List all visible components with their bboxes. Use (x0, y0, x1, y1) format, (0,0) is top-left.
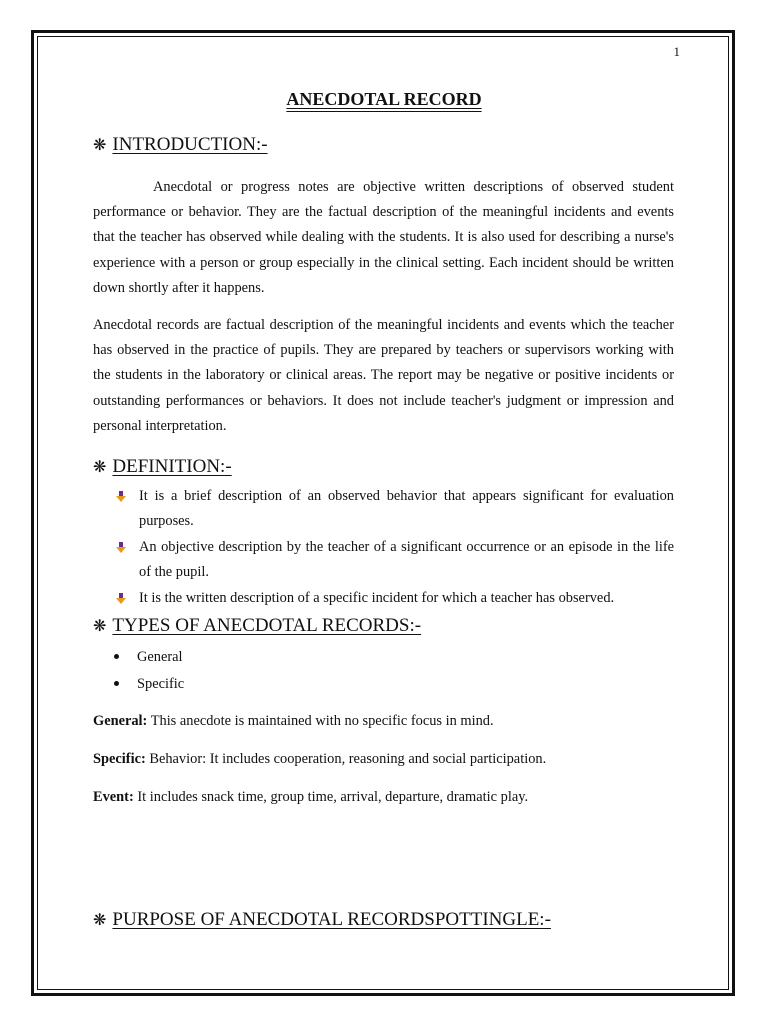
types-bullet-text: General (137, 649, 183, 665)
asterisk-flower-icon: ❋ (93, 618, 107, 635)
definition-item-text: It is a brief description of an observed behavior that appears significant for evaluation purposes. (139, 488, 674, 530)
purpose-heading (93, 909, 551, 931)
definition-list-item (116, 586, 674, 611)
types-bullet-item (114, 649, 183, 666)
purpose-heading-text: PURPOSE OF ANECDOTAL RECORDSPOTTINGLE:- (112, 909, 551, 930)
definition-item-text: It is the written description of a specific incident for which a teacher has observed. (139, 590, 615, 606)
types-bullet-item (114, 676, 184, 693)
arrow-down-bullet-icon (116, 593, 126, 604)
asterisk-flower-icon: ❋ (93, 912, 107, 929)
introduction-heading (93, 134, 268, 156)
type-detail-text: It includes snack time, group time, arrival, departure, dramatic play. (137, 789, 529, 805)
bullet-dot-icon (114, 681, 119, 686)
type-detail-specific (93, 751, 546, 768)
asterisk-flower-icon: ❋ (93, 459, 107, 476)
definition-list-item (116, 535, 674, 585)
type-detail-event (93, 789, 528, 806)
type-detail-label: Event: (93, 789, 134, 805)
introduction-paragraph-2: Anecdotal records are factual description of the meaningful incidents and events which the teacher has observed in the practice of pupils. They are prepared by teachers or supervisors working with the students in the laboratory or clinical areas. The report may be negative or positive incidents or outstanding performances or behaviors. It does not include teacher's judgment or impression and personal interpretation. (93, 317, 674, 434)
arrow-down-bullet-icon (116, 542, 126, 553)
type-detail-label: Specific: (93, 751, 146, 767)
type-detail-text: Behavior: It includes cooperation, reasoning and social participation. (149, 751, 547, 767)
type-detail-general (93, 713, 494, 730)
asterisk-flower-icon: ❋ (93, 137, 107, 154)
type-detail-text: This anecdote is maintained with no specific focus in mind. (150, 713, 494, 729)
bullet-dot-icon (114, 654, 119, 659)
definition-list-item (116, 484, 674, 534)
type-detail-label: General: (93, 713, 148, 729)
definition-item-text: An objective description by the teacher of a significant occurrence or an episode in the life of the pupil. (139, 539, 674, 581)
introduction-heading-text: INTRODUCTION:- (112, 134, 268, 155)
page-number: 1 (673, 44, 680, 59)
definition-heading-text: DEFINITION:- (112, 456, 232, 477)
types-heading-text: TYPES OF ANECDOTAL RECORDS:- (112, 615, 422, 636)
arrow-down-bullet-icon (116, 491, 126, 502)
types-heading (93, 615, 421, 637)
definition-heading (93, 456, 232, 478)
types-bullet-text: Specific (137, 676, 185, 692)
introduction-paragraph-1: Anecdotal or progress notes are objective written descriptions of observed student performance or behavior. They are the factual description of the meaningful incidents and events that the teacher has observed while dealing with the students. It is also used for describing a nurse's experience with a person or group especially in the clinical setting. Each incident should be written down shortly after it happens. (93, 179, 674, 296)
document-title: ANECDOTAL RECORD (286, 89, 482, 109)
